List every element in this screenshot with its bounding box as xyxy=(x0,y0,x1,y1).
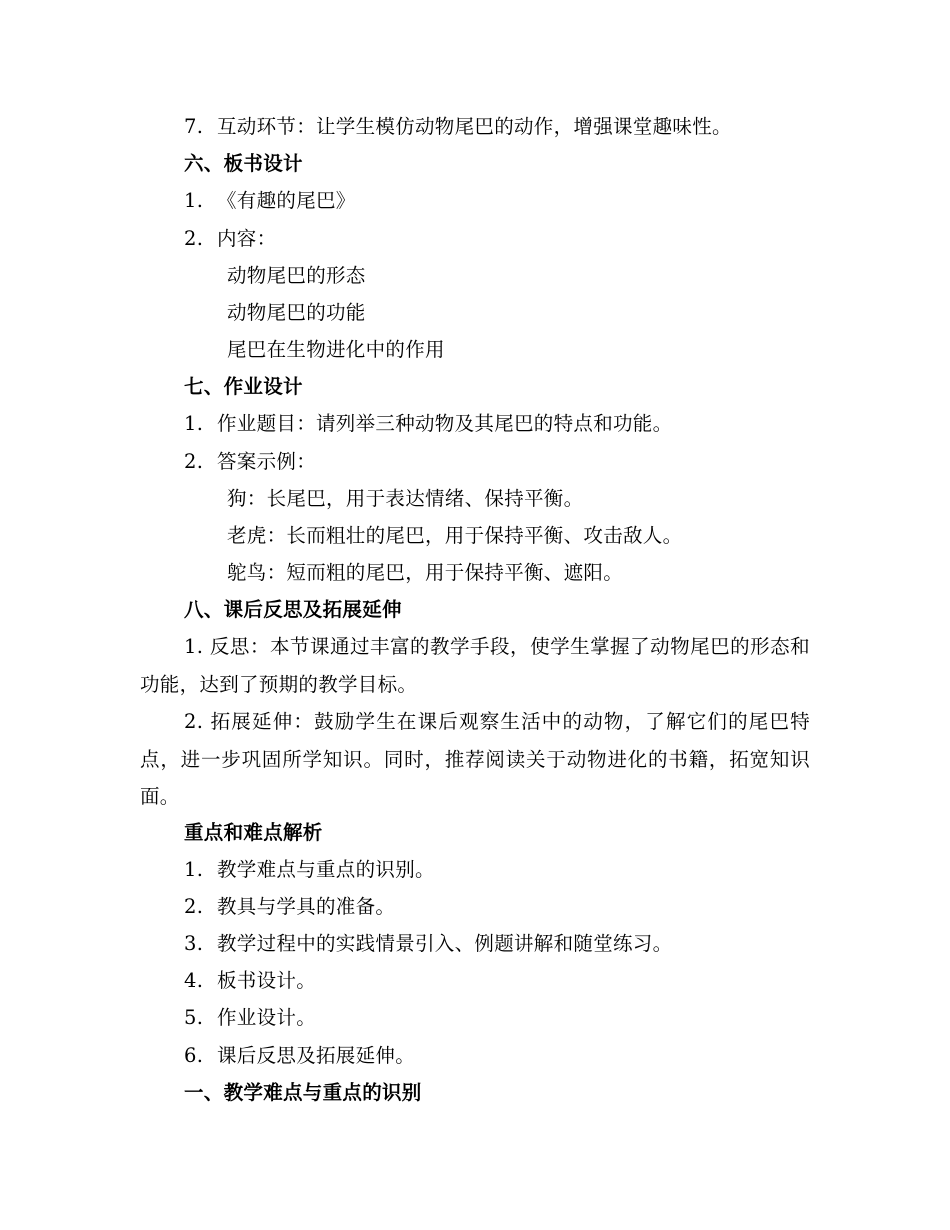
sub-item: 老虎：长而粗壮的尾巴，用于保持平衡、攻击敌人。 xyxy=(227,524,683,547)
sub-item: 动物尾巴的功能 xyxy=(227,301,366,324)
list-number: 2. xyxy=(184,450,204,473)
list-item xyxy=(184,1043,415,1069)
list-text: 作业设计。 xyxy=(217,1006,317,1029)
list-number: 2. xyxy=(184,895,204,918)
list-text: 板书设计。 xyxy=(217,969,317,992)
list-text: 教学过程中的实践情景引入、例题讲解和随堂练习。 xyxy=(217,932,673,955)
list-item xyxy=(184,188,356,214)
list-item xyxy=(184,857,435,883)
list-text: 互动环节：让学生模仿动物尾巴的动作，增强课堂趣味性。 xyxy=(217,115,732,138)
list-item xyxy=(184,411,672,437)
list-number: 7. xyxy=(184,115,204,138)
list-item xyxy=(184,226,276,252)
sub-item: 动物尾巴的形态 xyxy=(227,264,366,287)
list-item xyxy=(184,449,316,475)
sub-item: 尾巴在生物进化中的作用 xyxy=(227,338,445,361)
list-number: 1. xyxy=(184,189,204,212)
section-heading: 六、板书设计 xyxy=(184,152,303,175)
list-text: 答案示例： xyxy=(217,450,317,473)
section-heading: 一、教学难点与重点的识别 xyxy=(184,1081,422,1104)
list-number: 4. xyxy=(184,969,204,992)
paragraph-reflection: 1. 反思：本节课通过丰富的教学手段，使学生掌握了动物尾巴的形态和功能，达到了预期的教学目标。 xyxy=(140,635,810,696)
list-number: 1. xyxy=(184,412,204,435)
list-number: 1. xyxy=(184,858,204,881)
list-number: 6. xyxy=(184,1044,204,1067)
paragraph-extension: 2. 拓展延伸：鼓励学生在课后观察生活中的动物，了解它们的尾巴特点，进一步巩固所学知识。同时，推荐阅读关于动物进化的书籍，拓宽知识面。 xyxy=(140,710,810,808)
list-text: 教学难点与重点的识别。 xyxy=(217,858,435,881)
list-item xyxy=(184,114,732,140)
list-item xyxy=(184,894,395,920)
list-text: 课后反思及拓展延伸。 xyxy=(217,1044,416,1067)
list-text: 《有趣的尾巴》 xyxy=(217,189,356,212)
list-text: 教具与学具的准备。 xyxy=(217,895,396,918)
sub-item: 狗：长尾巴，用于表达情绪、保持平衡。 xyxy=(227,487,584,510)
section-heading: 重点和难点解析 xyxy=(184,821,323,844)
list-item xyxy=(184,968,316,994)
list-text: 内容： xyxy=(217,227,277,250)
sub-item: 鸵鸟：短而粗的尾巴，用于保持平衡、遮阳。 xyxy=(227,561,624,584)
list-number: 3. xyxy=(184,932,204,955)
section-heading: 七、作业设计 xyxy=(184,375,303,398)
list-item xyxy=(184,931,672,957)
list-text: 作业题目：请列举三种动物及其尾巴的特点和功能。 xyxy=(217,412,673,435)
list-number: 5. xyxy=(184,1006,204,1029)
list-number: 2. xyxy=(184,227,204,250)
section-heading: 八、课后反思及拓展延伸 xyxy=(184,598,402,621)
list-item xyxy=(184,1005,316,1031)
